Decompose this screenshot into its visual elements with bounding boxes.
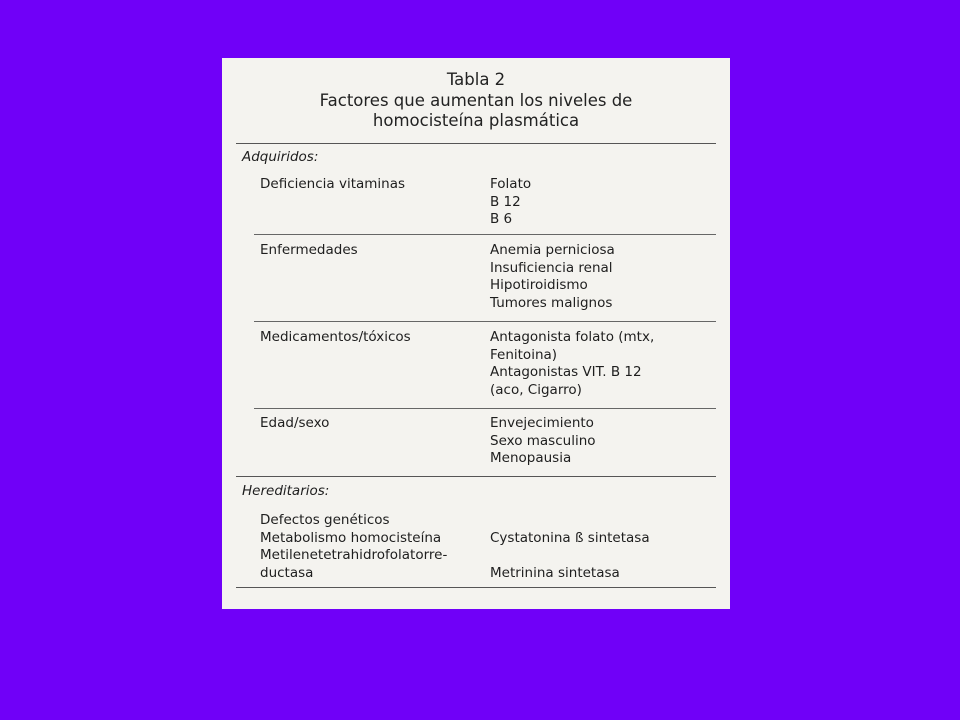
value-item xyxy=(490,547,650,565)
value-item xyxy=(490,512,650,530)
value-item: Insuficiencia renal xyxy=(490,259,613,276)
row-label-edad-sexo: Edad/sexo xyxy=(260,415,330,431)
value-item: Menopausia xyxy=(490,450,572,466)
table-document xyxy=(222,58,730,609)
row-values-hereditarios xyxy=(490,512,650,582)
value-item: Envejecimiento xyxy=(490,415,594,431)
value-item: Tumores malignos xyxy=(490,294,613,311)
row-divider xyxy=(254,234,716,235)
top-rule xyxy=(236,143,716,144)
table-subtitle-line-2: homocisteína plasmática xyxy=(372,111,580,130)
section-heading-hereditarios: Hereditarios: xyxy=(242,483,330,499)
section-heading-adquiridos: Adquiridos: xyxy=(242,149,319,165)
value-item: Hipotiroidismo xyxy=(490,277,588,293)
value-item: Fenitoina) xyxy=(490,346,558,363)
label-line: Defectos genéticos xyxy=(260,512,390,528)
row-values-medicamentos-toxicos xyxy=(490,329,654,399)
row-label-medicamentos-toxicos: Medicamentos/tóxicos xyxy=(260,329,411,345)
section-divider xyxy=(236,476,716,477)
value-item: Sexo masculino xyxy=(490,432,596,449)
row-values-enfermedades xyxy=(490,242,615,312)
value-item: Anemia perniciosa xyxy=(490,242,615,258)
table-subtitle-line-1: Factores que aumentan los niveles de xyxy=(319,91,633,110)
value-item: Folato xyxy=(490,176,532,192)
row-values-deficiencia-vitaminas xyxy=(490,176,531,229)
row-label-enfermedades: Enfermedades xyxy=(260,242,358,258)
value-item: Metrinina sintetasa xyxy=(490,564,620,581)
table-title: Tabla 2 xyxy=(446,70,506,89)
value-item: B 6 xyxy=(490,211,513,227)
label-line: Metabolismo homocisteína xyxy=(260,529,442,546)
label-line: Metilenetetrahidrofolatorre- xyxy=(260,547,448,563)
value-item: Antagonistas VIT. B 12 xyxy=(490,364,642,380)
label-line: ductasa xyxy=(260,564,314,581)
row-divider xyxy=(254,321,716,322)
row-label-hereditarios xyxy=(260,512,447,582)
row-divider xyxy=(254,408,716,409)
value-item: Antagonista folato (mtx, xyxy=(490,329,655,345)
value-item: B 12 xyxy=(490,193,521,210)
row-values-edad-sexo xyxy=(490,415,596,468)
bottom-rule xyxy=(236,587,716,588)
value-item: (aco, Cigarro) xyxy=(490,381,582,398)
value-item: Cystatonina ß sintetasa xyxy=(490,529,650,546)
row-label-deficiencia-vitaminas: Deficiencia vitaminas xyxy=(260,176,406,192)
